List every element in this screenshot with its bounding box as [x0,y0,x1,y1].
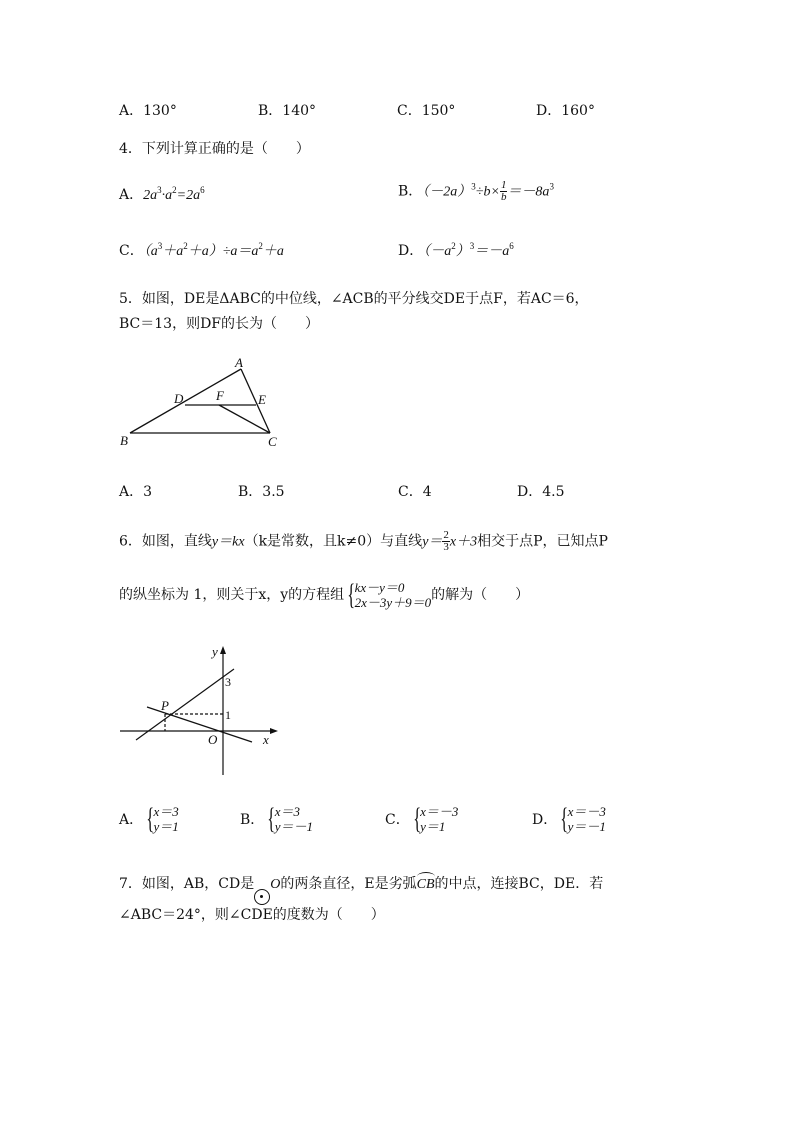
q6-graph-figure [110,640,280,780]
q3-option-d: D．160° [536,103,595,119]
q6-option-d: D． { x＝－3 y＝－1 [532,802,606,835]
q3-option-a: A．130° [119,103,177,119]
label-e: E [258,392,266,407]
label-c: C [268,434,277,449]
q5-stem-line2: BC＝13，则DF的长为（ ） [119,316,320,332]
q3-option-c: C．150° [397,103,456,119]
side-ba [130,369,241,433]
q6-stem-line2: 的纵坐标为 1，则关于x，y的方程组 { kx－y＝0 2x－3y＋9＝0 的解为（ ） [119,578,530,611]
label-f: F [216,388,224,403]
q4-option-c: C．$(a^3+a^2+a)\div a=a^2+a$ [119,241,284,259]
q6-stem-line1: 6．如图，直线y＝kx（k是常数，且k≠0）与直线y＝ $\frac{2}{3}$ x＋3相交于点P，已知点P [119,529,608,553]
q5-triangle-figure [110,355,300,455]
label-o: O [208,732,218,747]
q4-stem: 4．下列计算正确的是（ ） [119,141,310,157]
q5-option-c: C．4 [398,484,432,500]
label-y: y [212,644,218,659]
q4-option-d: D．$(-a^2)^3=-a^6$ [398,241,514,259]
q5-stem-line1: 5．如图，DE是ΔABC的中位线，∠ACB的平分线交DE于点F，若AC＝6， [119,291,589,307]
q4-option-b: B．$(-2a)^3\div b\times$ $\frac{1}{b}$ $=-8a^3$ [398,179,554,203]
label-x: x [263,732,269,747]
label-a: A [235,355,243,370]
arc-cb: CB [417,877,435,893]
label-d: D [174,391,184,406]
bisector-cf [219,405,270,433]
x-axis-arrow [270,728,278,734]
label-b: B [120,433,128,448]
q3-option-b: B．140° [258,103,317,119]
label-three: 3 [225,675,231,689]
q5-option-d: D．4.5 [517,484,565,500]
q5-option-a: A．3 [119,484,153,500]
q6-option-a: A． { x＝3 y＝1 [119,802,179,835]
q4-option-a: A．$2a^3\cdot a^2=2a^6$ [119,185,205,203]
y-axis-arrow [220,646,226,654]
q7-stem-line1: 7．如图，AB，CD是 O的两条直径，E是劣弧 CB的中点，连接BC，DE．若 [119,873,603,893]
q7-stem-line2: ∠ABC＝24°，则∠CDE的度数为（ ） [119,907,385,923]
label-one: 1 [225,708,231,722]
q5-option-b: B．3.5 [238,484,285,500]
q6-option-b: B． { x＝3 y＝－1 [240,802,313,835]
line-y-2-3x-plus-3 [136,669,234,740]
label-p: P [161,698,169,713]
q6-option-c: C． { x＝－3 y＝1 [385,802,459,835]
